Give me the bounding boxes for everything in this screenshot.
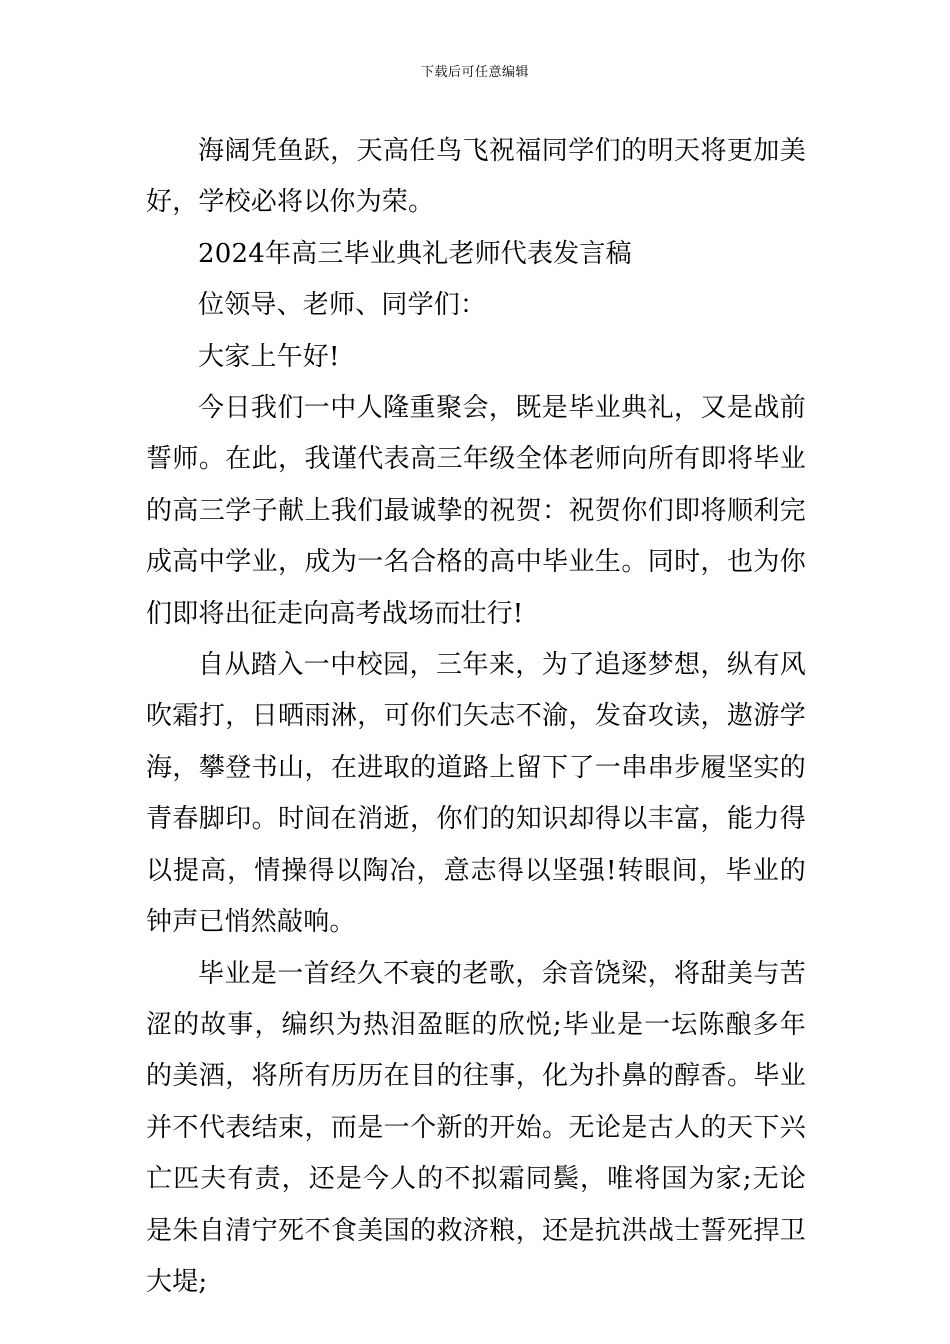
document-body [146,126,806,1308]
paragraph-graduation: 毕业是一首经久不衰的老歌，余音饶梁，将甜美与苦涩的故事，编织为热泪盈眶的欣悦;毕业是一坛陈酿多年的美酒，将所有历历在目的往事，化为扑鼻的醇香。毕业并不代表结束，而是一个新的开始。无论是古人的天下兴亡匹夫有责，还是今人的不拟霜同鬓，唯将国为家;无论是朱自清宁死不食美国的救济粮，还是抗洪战士誓死捍卫大堤; [146,958,806,1297]
paragraph-blessing: 海阔凭鱼跃，天高任鸟飞祝福同学们的明天将更加美好，学校必将以你为荣。 [146,136,806,218]
speech-title: 2024年高三毕业典礼老师代表发言稿 [198,238,632,269]
page-header: 下载后可任意编辑 [420,65,529,80]
paragraph-three-years: 自从踏入一中校园，三年来，为了追逐梦想，纵有风吹霜打，日晒雨淋，可你们矢志不渝，发奋攻读，遨游学海，攀登书山，在进取的道路上留下了一串串步履坚实的青春脚印。时间在消逝，你们的知识却得以丰富，能力得以提高，情操得以陶冶，意志得以坚强!转眼间，毕业的钟声已悄然敲响。 [146,650,806,938]
greeting: 大家上午好! [198,341,340,372]
paragraph-opening: 今日我们一中人隆重聚会，既是毕业典礼，又是战前誓师。在此，我谨代表高三年级全体老师向所有即将毕业的高三学子献上我们最诚挚的祝贺：祝贺你们即将顺利完成高中学业，成为一名合格的高中毕业生。同时，也为你们即将出征走向高考战场而壮行! [146,393,806,629]
salutation: 位领导、老师、同学们： [198,290,487,321]
